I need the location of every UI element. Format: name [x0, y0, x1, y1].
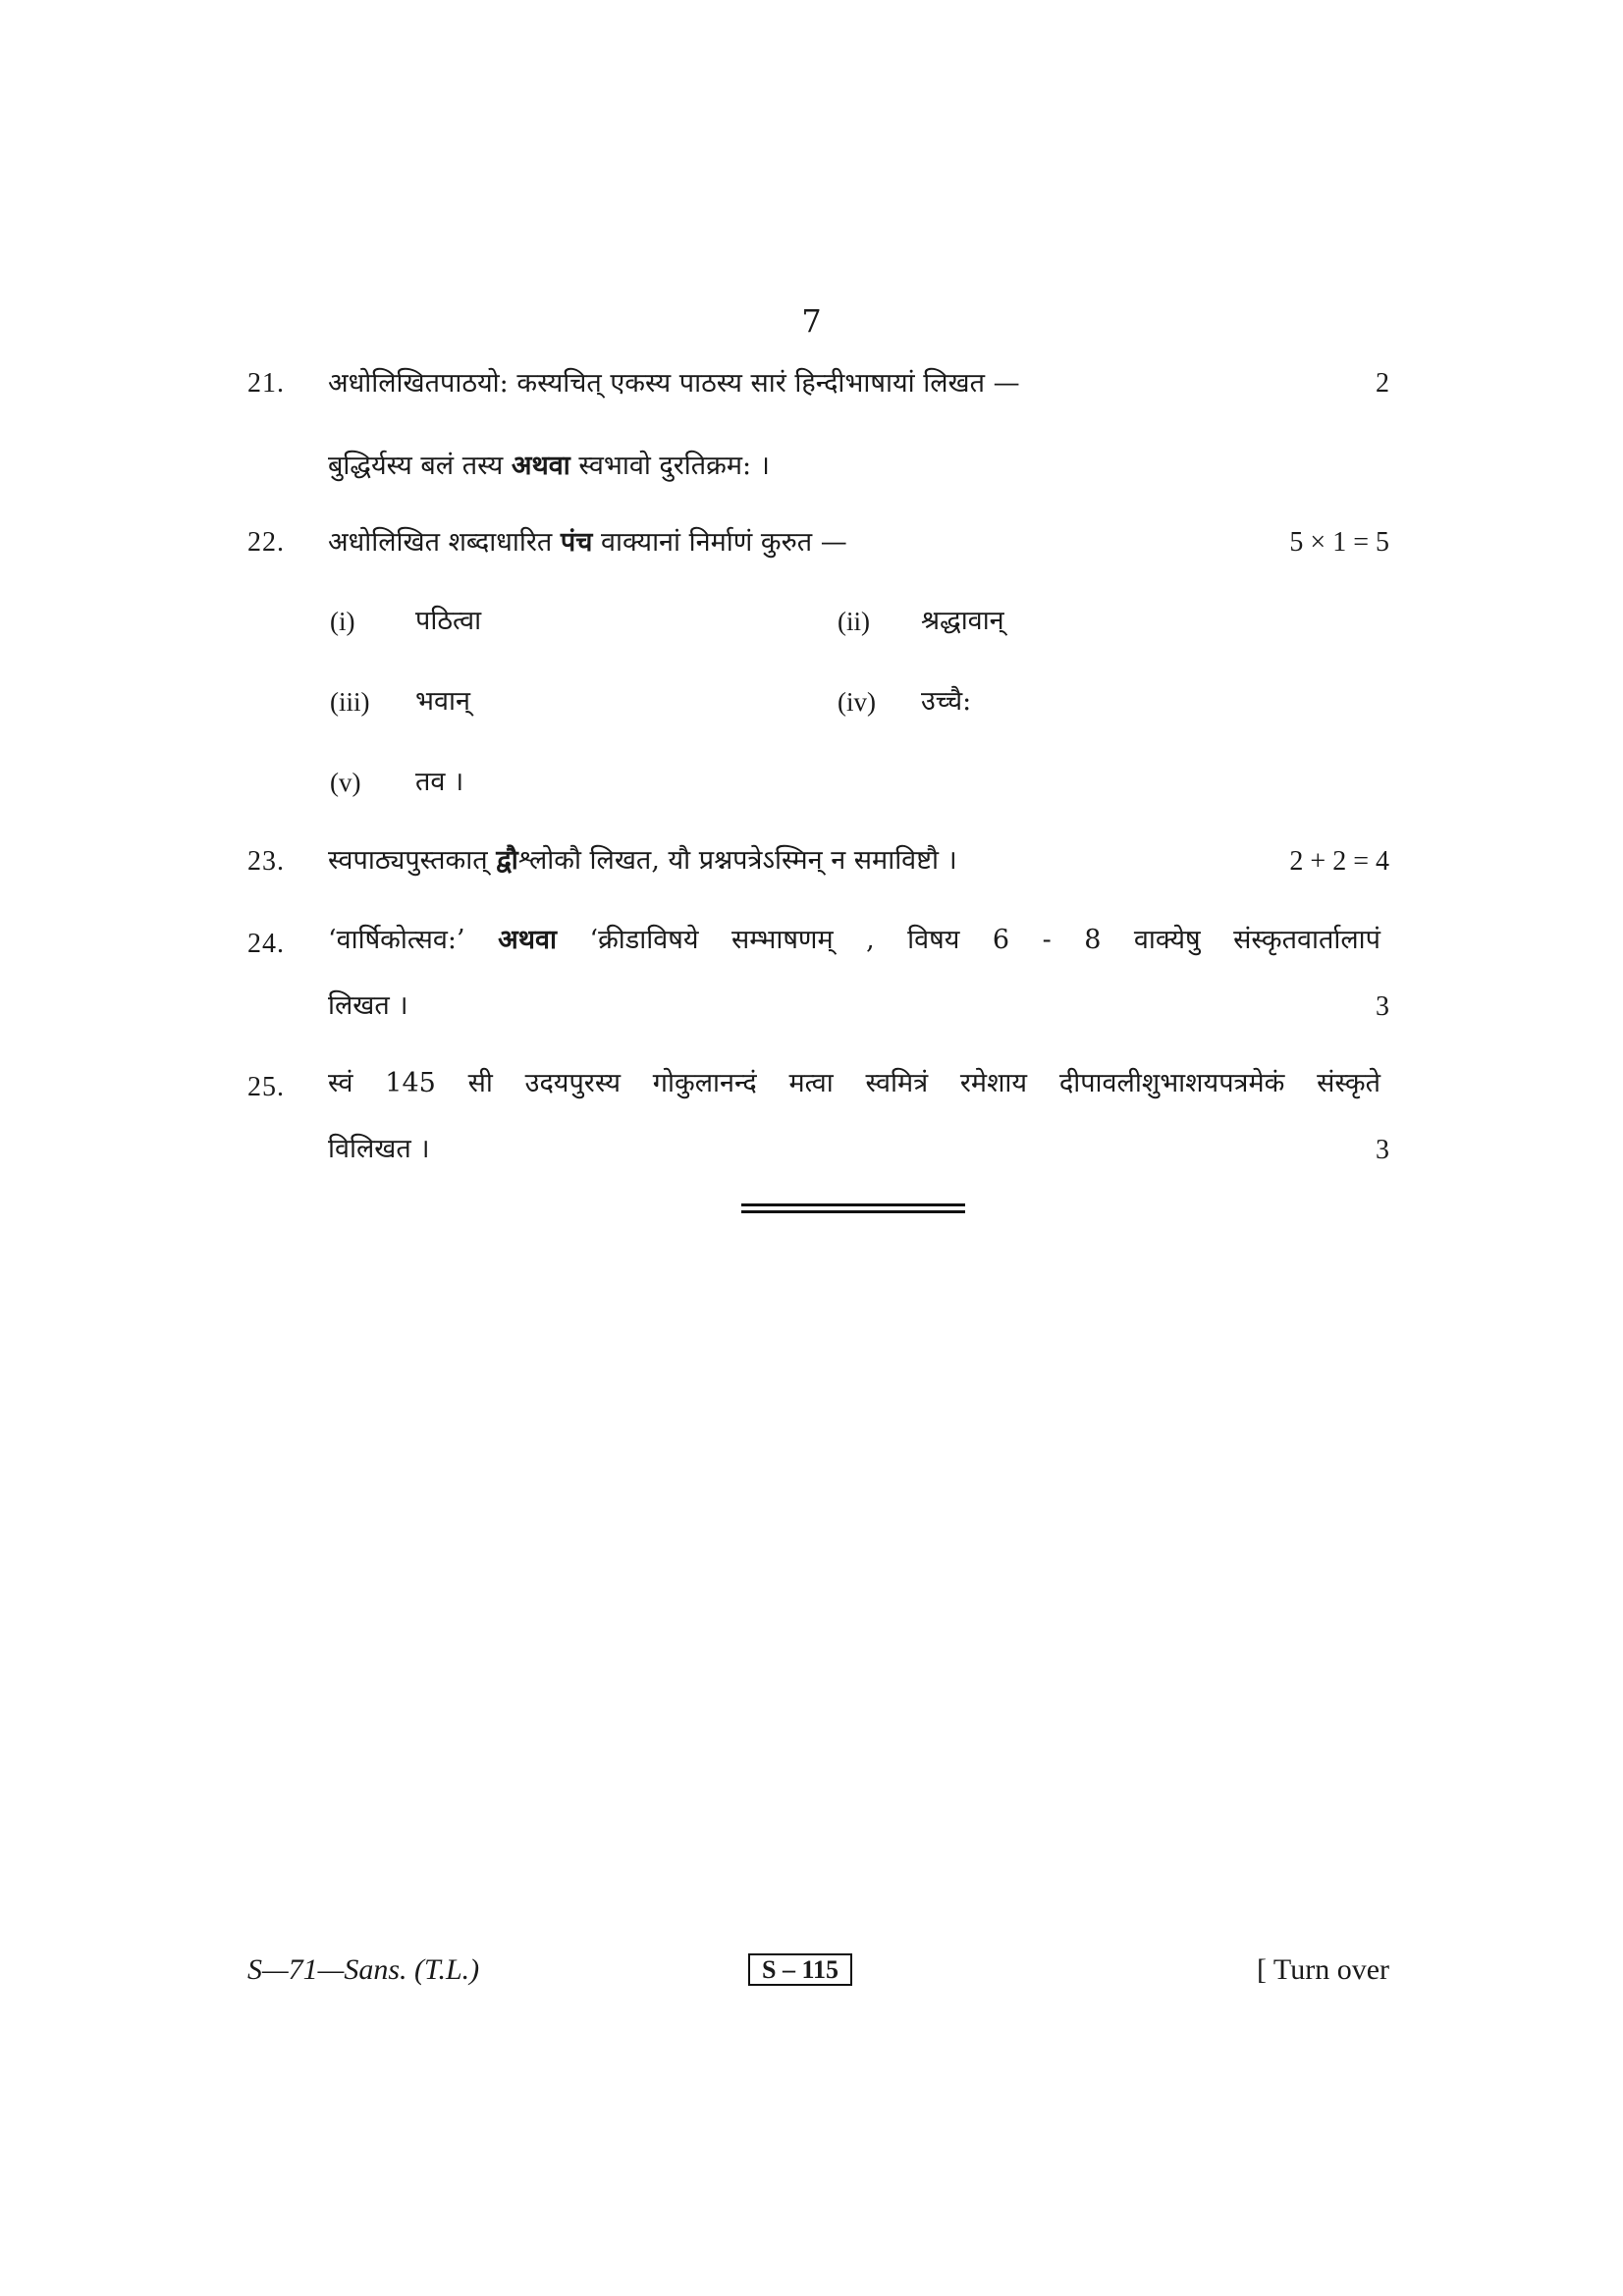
question-22-marks: 5 × 1 = 5: [1289, 527, 1389, 558]
question-24-marks: 3: [1376, 991, 1389, 1022]
question-23-number: 23.: [247, 846, 285, 877]
question-21-marks: 2: [1376, 368, 1389, 399]
option-v-word: तव ।: [415, 767, 464, 797]
option-iv-word: उच्चै:: [921, 686, 972, 717]
option-v-label: (v): [330, 768, 361, 797]
footer-paper-code: S—71—Sans. (T.L.): [247, 1953, 480, 1986]
or-connector: अथवा: [511, 451, 570, 481]
emphasis-five: पंच: [560, 527, 593, 558]
question-23-text: स्वपाठ्यपुस्तकात् द्वौश्लोकौ लिखत, यौ प्रश्नपत्रेऽस्मिन् न समाविष्टौ ।: [328, 845, 957, 876]
end-rule-top: [741, 1203, 965, 1206]
page-number: 7: [801, 302, 822, 340]
option-iv-label: (iv): [838, 687, 876, 717]
question-22-number: 22.: [247, 527, 285, 558]
question-21-text: अधोलिखितपाठयो: कस्यचित् एकस्य पाठस्य सारं हिन्दीभाषायां लिखत —: [328, 368, 1020, 399]
option-ii-word: श्रद्धावान्: [921, 606, 1004, 636]
option-ii-label: (ii): [838, 607, 870, 636]
question-25-text-cont: विलिखत ।: [328, 1134, 430, 1164]
topic-1: बुद्धिर्यस्य बलं तस्य: [328, 451, 504, 481]
option-i-label: (i): [330, 607, 355, 636]
question-21-number: 21.: [247, 368, 285, 399]
question-21-topics: [328, 447, 770, 486]
question-25-text: स्वं 145 सी उदयपुरस्य गोकुलानन्दं मत्वा स्वमित्रं रमेशाय दीपावलीशुभाशयपत्रमेकं संस्कृते: [328, 1068, 1380, 1098]
set-code-box: S – 115: [748, 1953, 852, 1986]
turn-over-label: [ Turn over: [1256, 1953, 1389, 1986]
question-24-text: ‘वार्षिकोत्सव:’ अथवा ‘क्रीडाविषये सम्भाषणम् , विषय 6 - 8 वाक्येषु संस्कृतवार्तालापं: [328, 925, 1380, 955]
end-rule-bottom: [741, 1210, 965, 1213]
question-23-marks: 2 + 2 = 4: [1289, 846, 1389, 877]
emphasis-two: द्वौ: [496, 845, 518, 876]
or-connector: अथवा: [498, 925, 557, 955]
topic-2: स्वभावो दुरतिक्रम: ।: [578, 451, 770, 481]
question-22-text: अधोलिखित शब्दाधारित पंच वाक्यानां निर्माणं कुरुत —: [328, 527, 847, 558]
option-iii-word: भवान्: [415, 686, 470, 717]
question-25-marks: 3: [1376, 1135, 1389, 1165]
question-24-text-cont: लिखत ।: [328, 990, 408, 1021]
option-iii-label: (iii): [330, 687, 370, 717]
footer-set-code: [748, 1955, 852, 1985]
question-24-number: 24.: [247, 929, 285, 959]
question-25-number: 25.: [247, 1072, 285, 1102]
option-i-word: पठित्वा: [415, 606, 482, 636]
